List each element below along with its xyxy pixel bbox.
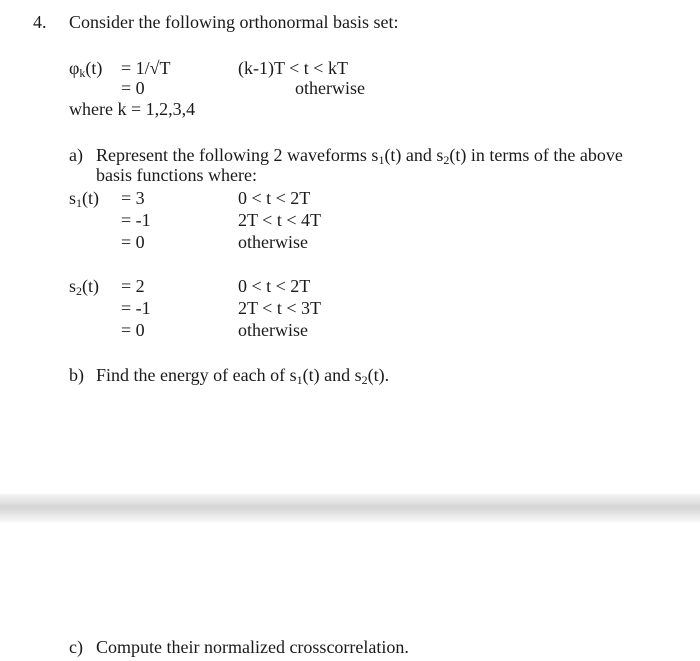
s2-label <box>69 276 99 301</box>
basis-value-1: = 1/√T <box>121 58 171 78</box>
basis-where-clause: where k = 1,2,3,4 <box>69 99 196 119</box>
s1-subscript: 1 <box>76 196 83 210</box>
s2-condition-1: 0 < t < 2T <box>238 276 311 296</box>
part-a-text-end: (t) in terms of the above <box>449 145 623 165</box>
s1-arg: (t) <box>82 188 100 208</box>
part-b-sub-2: 2 <box>361 373 368 387</box>
s1-value-2: = -1 <box>121 210 151 230</box>
part-a-sub-2: 2 <box>443 153 450 167</box>
s1-condition-1: 0 < t < 2T <box>238 188 311 208</box>
question-stem: Consider the following orthonormal basis set: <box>69 12 399 32</box>
s2-arg: (t) <box>82 276 100 296</box>
s2-subscript: 2 <box>76 284 83 298</box>
s1-label <box>69 188 99 213</box>
part-b-text-start: Find the energy of each of s <box>96 365 297 385</box>
s2-condition-2: 2T < t < 3T <box>238 298 321 318</box>
s1-value-3: = 0 <box>121 232 145 252</box>
s1-name: s <box>69 188 77 208</box>
part-b-text <box>96 365 389 390</box>
s2-name: s <box>69 276 77 296</box>
s2-value-1: = 2 <box>121 276 145 296</box>
part-a-line-2: basis functions where: <box>96 165 257 185</box>
basis-fn-symbol: φ <box>69 58 80 78</box>
part-b-text-mid: (t) and s <box>302 365 362 385</box>
part-b-sub-1: 1 <box>296 373 303 387</box>
part-c-text: Compute their normalized crosscorrelation. <box>96 637 409 657</box>
part-b-text-end: (t). <box>367 365 390 385</box>
part-b-label: b) <box>69 365 84 385</box>
part-a-text-mid: (t) and s <box>384 145 444 165</box>
basis-condition-2: otherwise <box>295 78 365 98</box>
part-c-label: c) <box>69 637 83 657</box>
page-divider <box>0 494 700 522</box>
s2-value-2: = -1 <box>121 298 151 318</box>
basis-condition-1: (k-1)T < t < kT <box>238 58 348 78</box>
part-a-label: a) <box>69 145 83 165</box>
question-number: 4. <box>33 12 47 32</box>
basis-value-2: = 0 <box>121 78 145 98</box>
basis-fn-arg: (t) <box>85 58 103 78</box>
basis-fn-subscript: k <box>79 66 86 80</box>
part-a-sub-1: 1 <box>378 153 385 167</box>
s1-condition-3: otherwise <box>238 232 308 252</box>
s2-condition-3: otherwise <box>238 320 308 340</box>
s2-value-3: = 0 <box>121 320 145 340</box>
s1-value-1: = 3 <box>121 188 145 208</box>
s1-condition-2: 2T < t < 4T <box>238 210 321 230</box>
basis-function-label <box>69 58 102 83</box>
part-a-text-start: Represent the following 2 waveforms s <box>96 145 379 165</box>
